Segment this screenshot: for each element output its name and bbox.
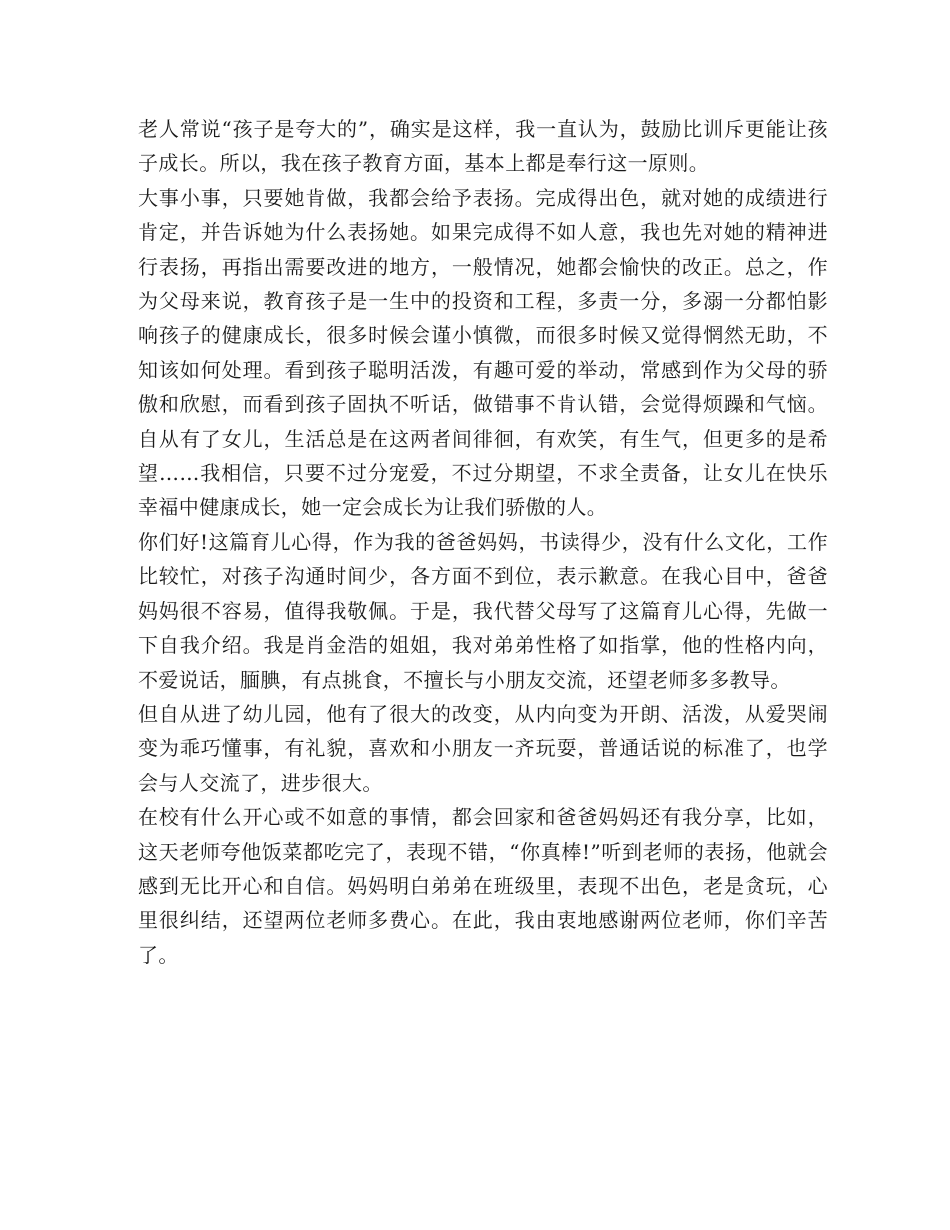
paragraph-3: 你们好!这篇育儿心得，作为我的爸爸妈妈，书读得少，没有什么文化，工作比较忙，对孩子沟通时间少，各方面不到位，表示歉意。在我心目中，爸爸妈妈很不容易，值得我敬佩。于是，我代替父母写了这篇育儿心得，先做一下自我介绍。我是肖金浩的姐姐，我对弟弟性格了如指掌，他的性格内向，不爱说话，腼腆，有点挑食，不擅长与小朋友交流，还望老师多多教导。 bbox=[138, 529, 828, 692]
paragraph-2: 大事小事，只要她肯做，我都会给予表扬。完成得出色，就对她的成绩进行肯定，并告诉她为什么表扬她。如果完成得不如人意，我也先对她的精神进行表扬，再指出需要改进的地方，一般情况，她都会愉快的改正。总之，作为父母来说，教育孩子是一生中的投资和工程，多责一分，多溺一分都怕影响孩子的健康成长，很多时候会谨小慎微，而很多时候又觉得惘然无助，不知该如何处理。看到孩子聪明活泼，有趣可爱的举动，常感到作为父母的骄傲和欣慰，而看到孩子固执不听话，做错事不肯认错，会觉得烦躁和气恼。自从有了女儿，生活总是在这两者间徘徊，有欢笑，有生气，但更多的是希望……我相信，只要不过分宠爱，不过分期望，不求全责备，让女儿在快乐幸福中健康成长，她一定会成长为让我们骄傲的人。 bbox=[138, 185, 828, 520]
paragraph-4: 但自从进了幼儿园，他有了很大的改变，从内向变为开朗、活泼，从爱哭闹变为乖巧懂事，有礼貌，喜欢和小朋友一齐玩耍，普通话说的标准了，也学会与人交流了，进步很大。 bbox=[138, 701, 828, 795]
document-body bbox=[138, 112, 828, 972]
paragraph-5: 在校有什么开心或不如意的事情，都会回家和爸爸妈妈还有我分享，比如，这天老师夸他饭菜都吃完了，表现不错，“你真棒!”听到老师的表扬，他就会感到无比开心和自信。妈妈明白弟弟在班级里，表现不出色，老是贪玩，心里很纠结，还望两位老师多费心。在此，我由衷地感谢两位老师，你们辛苦了。 bbox=[138, 805, 828, 967]
paragraph-1: 老人常说“孩子是夸大的”，确实是这样，我一直认为，鼓励比训斥更能让孩子成长。所以，我在孩子教育方面，基本上都是奉行这一原则。 bbox=[138, 117, 828, 176]
